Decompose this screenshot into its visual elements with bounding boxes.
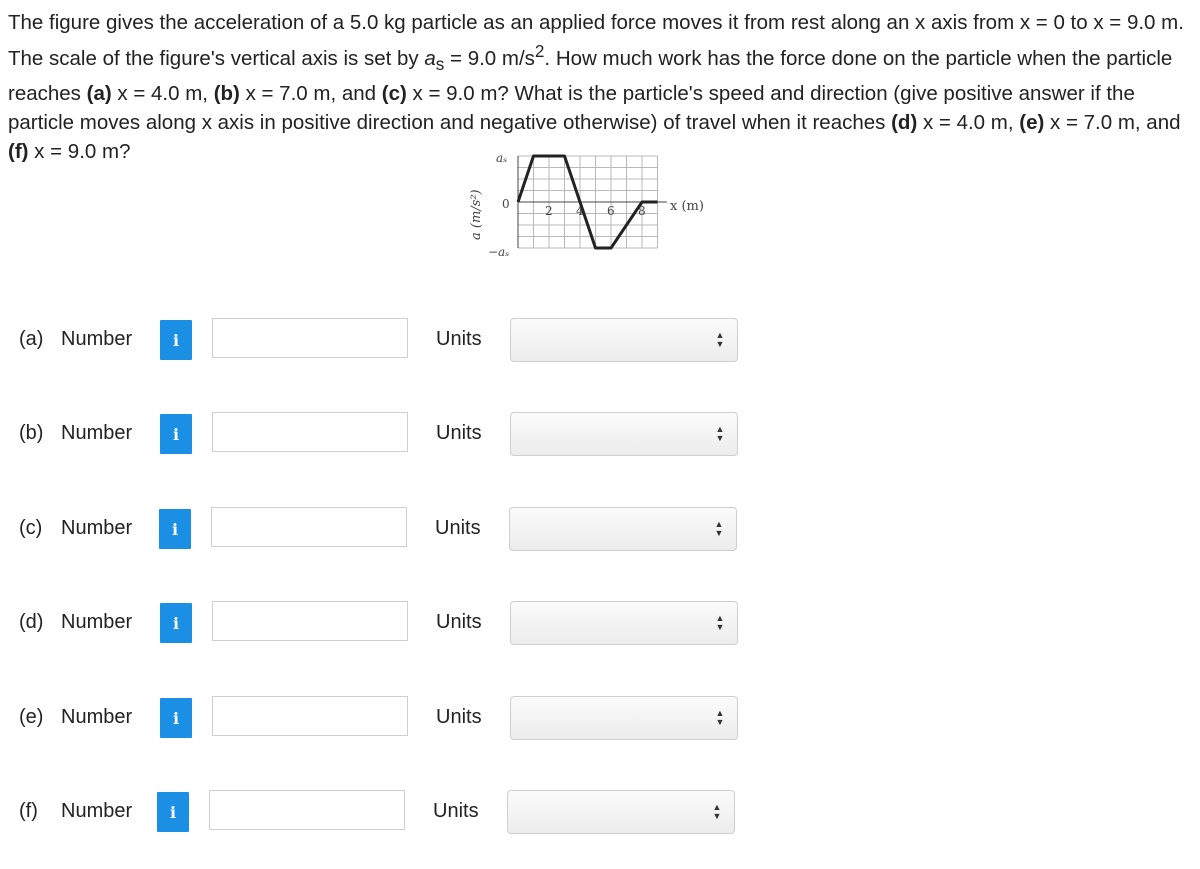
x-tick-label: 8 [638, 204, 646, 218]
number-input[interactable] [209, 790, 405, 830]
y-axis-label: a (m/s²) [469, 189, 484, 240]
part-label: (f) [19, 800, 38, 822]
number-input[interactable] [212, 412, 408, 452]
y-bottom-label: −aₛ [488, 245, 510, 259]
x-tick-label: 6 [607, 204, 615, 218]
row-label [19, 517, 132, 540]
info-glyph: i [172, 330, 180, 350]
units-select[interactable] [510, 601, 738, 645]
number-label: Number [61, 328, 133, 350]
answer-row [0, 790, 760, 834]
info-icon[interactable] [160, 414, 192, 454]
units-label: Units [435, 517, 481, 539]
units-select[interactable] [510, 696, 738, 740]
row-label [19, 328, 132, 351]
x-tick-label: 2 [545, 204, 553, 218]
info-glyph: i [172, 613, 180, 633]
row-label [19, 611, 132, 634]
select-arrows-icon: ▲ ▼ [712, 802, 722, 821]
units-label: Units [433, 800, 479, 822]
info-icon[interactable] [160, 698, 192, 738]
part-label: (e) [19, 706, 44, 728]
info-icon[interactable] [157, 792, 189, 832]
units-select[interactable] [510, 412, 738, 456]
x-axis-label: x (m) [670, 199, 704, 214]
units-label: Units [436, 706, 482, 728]
select-arrows-icon: ▲ ▼ [715, 424, 725, 443]
y-zero-label: 0 [502, 197, 510, 211]
number-label: Number [61, 706, 133, 728]
x-tick-label: 4 [576, 204, 584, 218]
number-input[interactable] [212, 318, 408, 358]
acceleration-figure [460, 140, 720, 280]
info-icon[interactable] [159, 509, 191, 549]
row-label [19, 800, 132, 823]
number-label: Number [61, 800, 133, 822]
answer-row [0, 696, 760, 740]
number-label: Number [61, 422, 133, 444]
units-label: Units [436, 611, 482, 633]
part-label: (a) [19, 328, 44, 350]
part-label: (b) [19, 422, 44, 444]
info-icon[interactable] [160, 320, 192, 360]
answer-row [0, 318, 760, 362]
units-select[interactable] [507, 790, 735, 834]
row-label [19, 422, 132, 445]
question-text: The figure gives the acceleration of a 5.0 kg particle as an applied force moves it from rest along an x axis from x = 0 to x = 9.0 m. The scale of the figure's vertical axis is set by $a_s = 9.0$ $m/s^2$. How much work has the force done on the particle when the particle reaches (a) x = 4.0 m, (b) x = 7.0 m, and (c) x = 9.0 m? What is the particle's speed and direction (give positive answer if the particle moves along x axis in positive direction and negative otherwise) of travel when it reaches (d) x = 4.0 m, (e) x = 7.0 m, and (f) x = 9.0 m? [8, 11, 1184, 163]
answer-row [0, 507, 760, 551]
select-arrows-icon: ▲ ▼ [715, 708, 725, 727]
row-label [19, 706, 132, 729]
info-glyph: i [171, 519, 179, 539]
number-input[interactable] [212, 601, 408, 641]
info-glyph: i [169, 802, 177, 822]
units-select[interactable] [509, 507, 737, 551]
units-select[interactable] [510, 318, 738, 362]
part-label: (c) [19, 517, 43, 539]
acceleration-graph [460, 140, 720, 280]
number-input[interactable] [211, 507, 407, 547]
select-arrows-icon: ▲ ▼ [714, 519, 724, 538]
info-glyph: i [172, 708, 180, 728]
info-glyph: i [172, 424, 180, 444]
y-top-label: aₛ [496, 151, 508, 165]
info-icon[interactable] [160, 603, 192, 643]
answer-row [0, 601, 760, 645]
select-arrows-icon: ▲ ▼ [715, 613, 725, 632]
units-label: Units [436, 328, 482, 350]
select-arrows-icon: ▲ ▼ [715, 330, 725, 349]
number-label: Number [61, 517, 133, 539]
units-label: Units [436, 422, 482, 444]
answer-row [0, 412, 760, 456]
part-label: (d) [19, 611, 44, 633]
number-input[interactable] [212, 696, 408, 736]
number-label: Number [61, 611, 133, 633]
